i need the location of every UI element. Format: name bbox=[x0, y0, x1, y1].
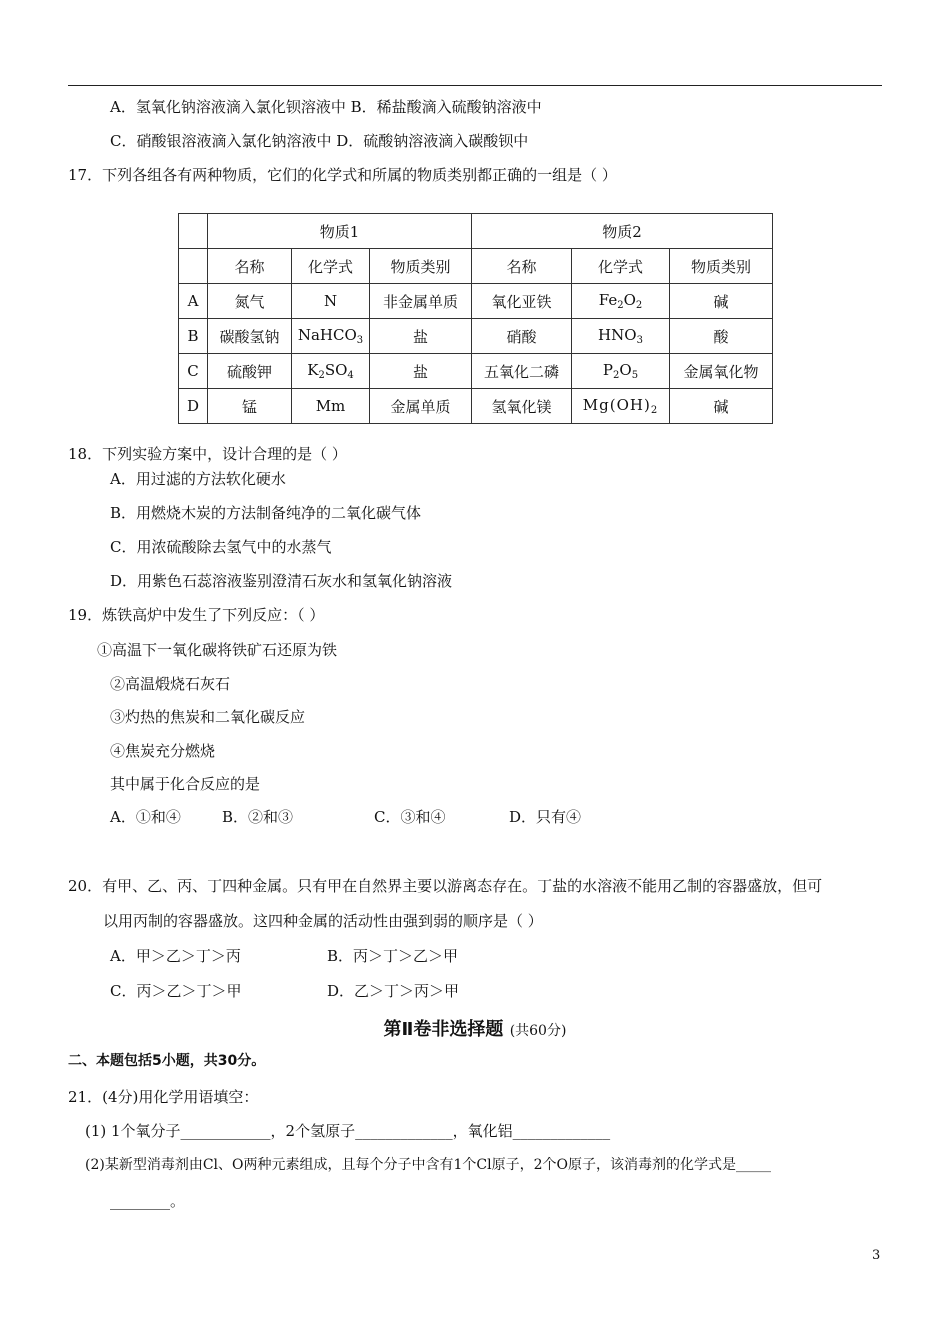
q17-stem: 17．下列各组各有两种物质，它们的化学式和所属的物质类别都正确的一组是（ ） bbox=[68, 166, 617, 184]
q18-stem: 18．下列实验方案中，设计合理的是（ ） bbox=[68, 445, 347, 463]
name2-cell: 五氧化二磷 bbox=[472, 354, 572, 389]
name1-cell: 碳酸氢钠 bbox=[208, 319, 292, 354]
q16-option-cd: C．硝酸银溶液滴入氯化钠溶液中 D．硫酸钠溶液滴入碳酸钡中 bbox=[110, 132, 529, 150]
q19-stem: 19．炼铁高炉中发生了下列反应：（ ） bbox=[68, 606, 325, 624]
class2-cell: 金属氧化物 bbox=[670, 354, 773, 389]
header-name1: 名称 bbox=[208, 249, 292, 284]
class1-cell: 盐 bbox=[370, 319, 472, 354]
section-score: (共60分) bbox=[509, 1023, 567, 1039]
q19-item-4: ④焦炭充分燃烧 bbox=[110, 742, 216, 760]
formula1-cell: $K_2SO_4$ bbox=[292, 354, 370, 389]
q20-option-d: D．乙＞丁＞丙＞甲 bbox=[327, 982, 460, 1000]
table-corner-cell bbox=[179, 249, 208, 284]
class2-cell: 碱 bbox=[670, 284, 773, 319]
header-name2: 名称 bbox=[472, 249, 572, 284]
class2-cell: 碱 bbox=[670, 389, 773, 424]
page-number: 3 bbox=[872, 1248, 881, 1263]
q20-option-c: C．丙＞乙＞丁＞甲 bbox=[110, 982, 242, 1000]
table-row bbox=[179, 284, 773, 319]
formula2-cell: $P_2O_5$ bbox=[572, 354, 670, 389]
group2-header: 物质2 bbox=[472, 214, 773, 249]
q16-option-ab: A．氢氧化钠溶液滴入氯化钡溶液中 B．稀盐酸滴入硫酸钠溶液中 bbox=[110, 98, 542, 116]
q20-stem-line1: 20．有甲、乙、丙、丁四种金属。只有甲在自然界主要以游离态存在。丁盐的水溶液不能用乙制的容器盛放，但可 bbox=[68, 877, 823, 895]
q19-item-1: ①高温下一氧化碳将铁矿石还原为铁 bbox=[97, 641, 338, 659]
formula1-cell: N bbox=[292, 284, 370, 319]
name1-cell: 硫酸钾 bbox=[208, 354, 292, 389]
q21-stem: 21．(4分)用化学用语填空： bbox=[68, 1088, 259, 1106]
name2-cell: 氧化亚铁 bbox=[472, 284, 572, 319]
name2-cell: 硝酸 bbox=[472, 319, 572, 354]
name1-cell: 锰 bbox=[208, 389, 292, 424]
row-label: A bbox=[179, 284, 208, 319]
group1-header: 物质1 bbox=[208, 214, 472, 249]
class1-cell: 非金属单质 bbox=[370, 284, 472, 319]
q19-item-2: ②高温煅烧石灰石 bbox=[110, 675, 231, 693]
q21-sub2-line1: (2)某新型消毒剂由Cl、O两种元素组成，且每个分子中含有1个Cl原子，2个O原子，该消毒剂的化学式是_____ bbox=[85, 1157, 771, 1173]
q18-option-b: B．用燃烧木炭的方法制备纯净的二氧化碳气体 bbox=[110, 504, 422, 522]
q20-option-b: B．丙＞丁＞乙＞甲 bbox=[327, 947, 459, 965]
name2-cell: 氢氧化镁 bbox=[472, 389, 572, 424]
q19-option-c: C．③和④ bbox=[374, 808, 446, 826]
q18-option-a: A．用过滤的方法软化硬水 bbox=[110, 470, 286, 488]
header-class2: 物质类别 bbox=[670, 249, 773, 284]
table-row bbox=[179, 389, 773, 424]
class2-cell: 酸 bbox=[670, 319, 773, 354]
class1-cell: 盐 bbox=[370, 354, 472, 389]
header-rule bbox=[68, 85, 882, 86]
section-title bbox=[0, 1015, 950, 1041]
q19-option-d: D．只有④ bbox=[509, 808, 582, 826]
name1-cell: 氮气 bbox=[208, 284, 292, 319]
formula1-cell: Mm bbox=[292, 389, 370, 424]
row-label: C bbox=[179, 354, 208, 389]
q18-option-d: D．用紫色石蕊溶液鉴别澄清石灰水和氢氧化钠溶液 bbox=[110, 572, 453, 590]
q21-sub2-line2: ________。 bbox=[110, 1192, 186, 1210]
table-header-row bbox=[179, 249, 773, 284]
q20-stem-line2: 以用丙制的容器盛放。这四种金属的活动性由强到弱的顺序是（ ） bbox=[103, 912, 543, 930]
table-row bbox=[179, 354, 773, 389]
q19-item-3: ③灼热的焦炭和二氧化碳反应 bbox=[110, 708, 306, 726]
formula2-cell: $Fe_2O_2$ bbox=[572, 284, 670, 319]
table-corner-cell bbox=[179, 214, 208, 249]
section-title-text: 第Ⅱ卷非选择题 bbox=[383, 1019, 504, 1040]
row-label: D bbox=[179, 389, 208, 424]
class1-cell: 金属单质 bbox=[370, 389, 472, 424]
table-row bbox=[179, 319, 773, 354]
q20-option-a: A．甲＞乙＞丁＞丙 bbox=[110, 947, 241, 965]
q19-question: 其中属于化合反应的是 bbox=[110, 775, 261, 793]
q17-table bbox=[178, 213, 773, 424]
header-formula2: 化学式 bbox=[572, 249, 670, 284]
part2-heading: 二、本题包括5小题，共30分。 bbox=[68, 1053, 266, 1069]
header-formula1: 化学式 bbox=[292, 249, 370, 284]
formula1-cell: NaHCO$_3$ bbox=[292, 319, 370, 354]
q19-option-a: A．①和④ bbox=[110, 808, 181, 826]
table-group-row bbox=[179, 214, 773, 249]
row-label: B bbox=[179, 319, 208, 354]
q18-option-c: C．用浓硫酸除去氢气中的水蒸气 bbox=[110, 538, 332, 556]
q19-option-b: B．②和③ bbox=[222, 808, 294, 826]
formula2-cell: $Mg(OH)_2$ bbox=[572, 389, 670, 424]
formula2-cell: $HNO_3$ bbox=[572, 319, 670, 354]
header-class1: 物质类别 bbox=[370, 249, 472, 284]
q21-sub1: (1) 1个氧分子____________，2个氢原子_____________，氧化铝_____________ bbox=[85, 1122, 611, 1140]
